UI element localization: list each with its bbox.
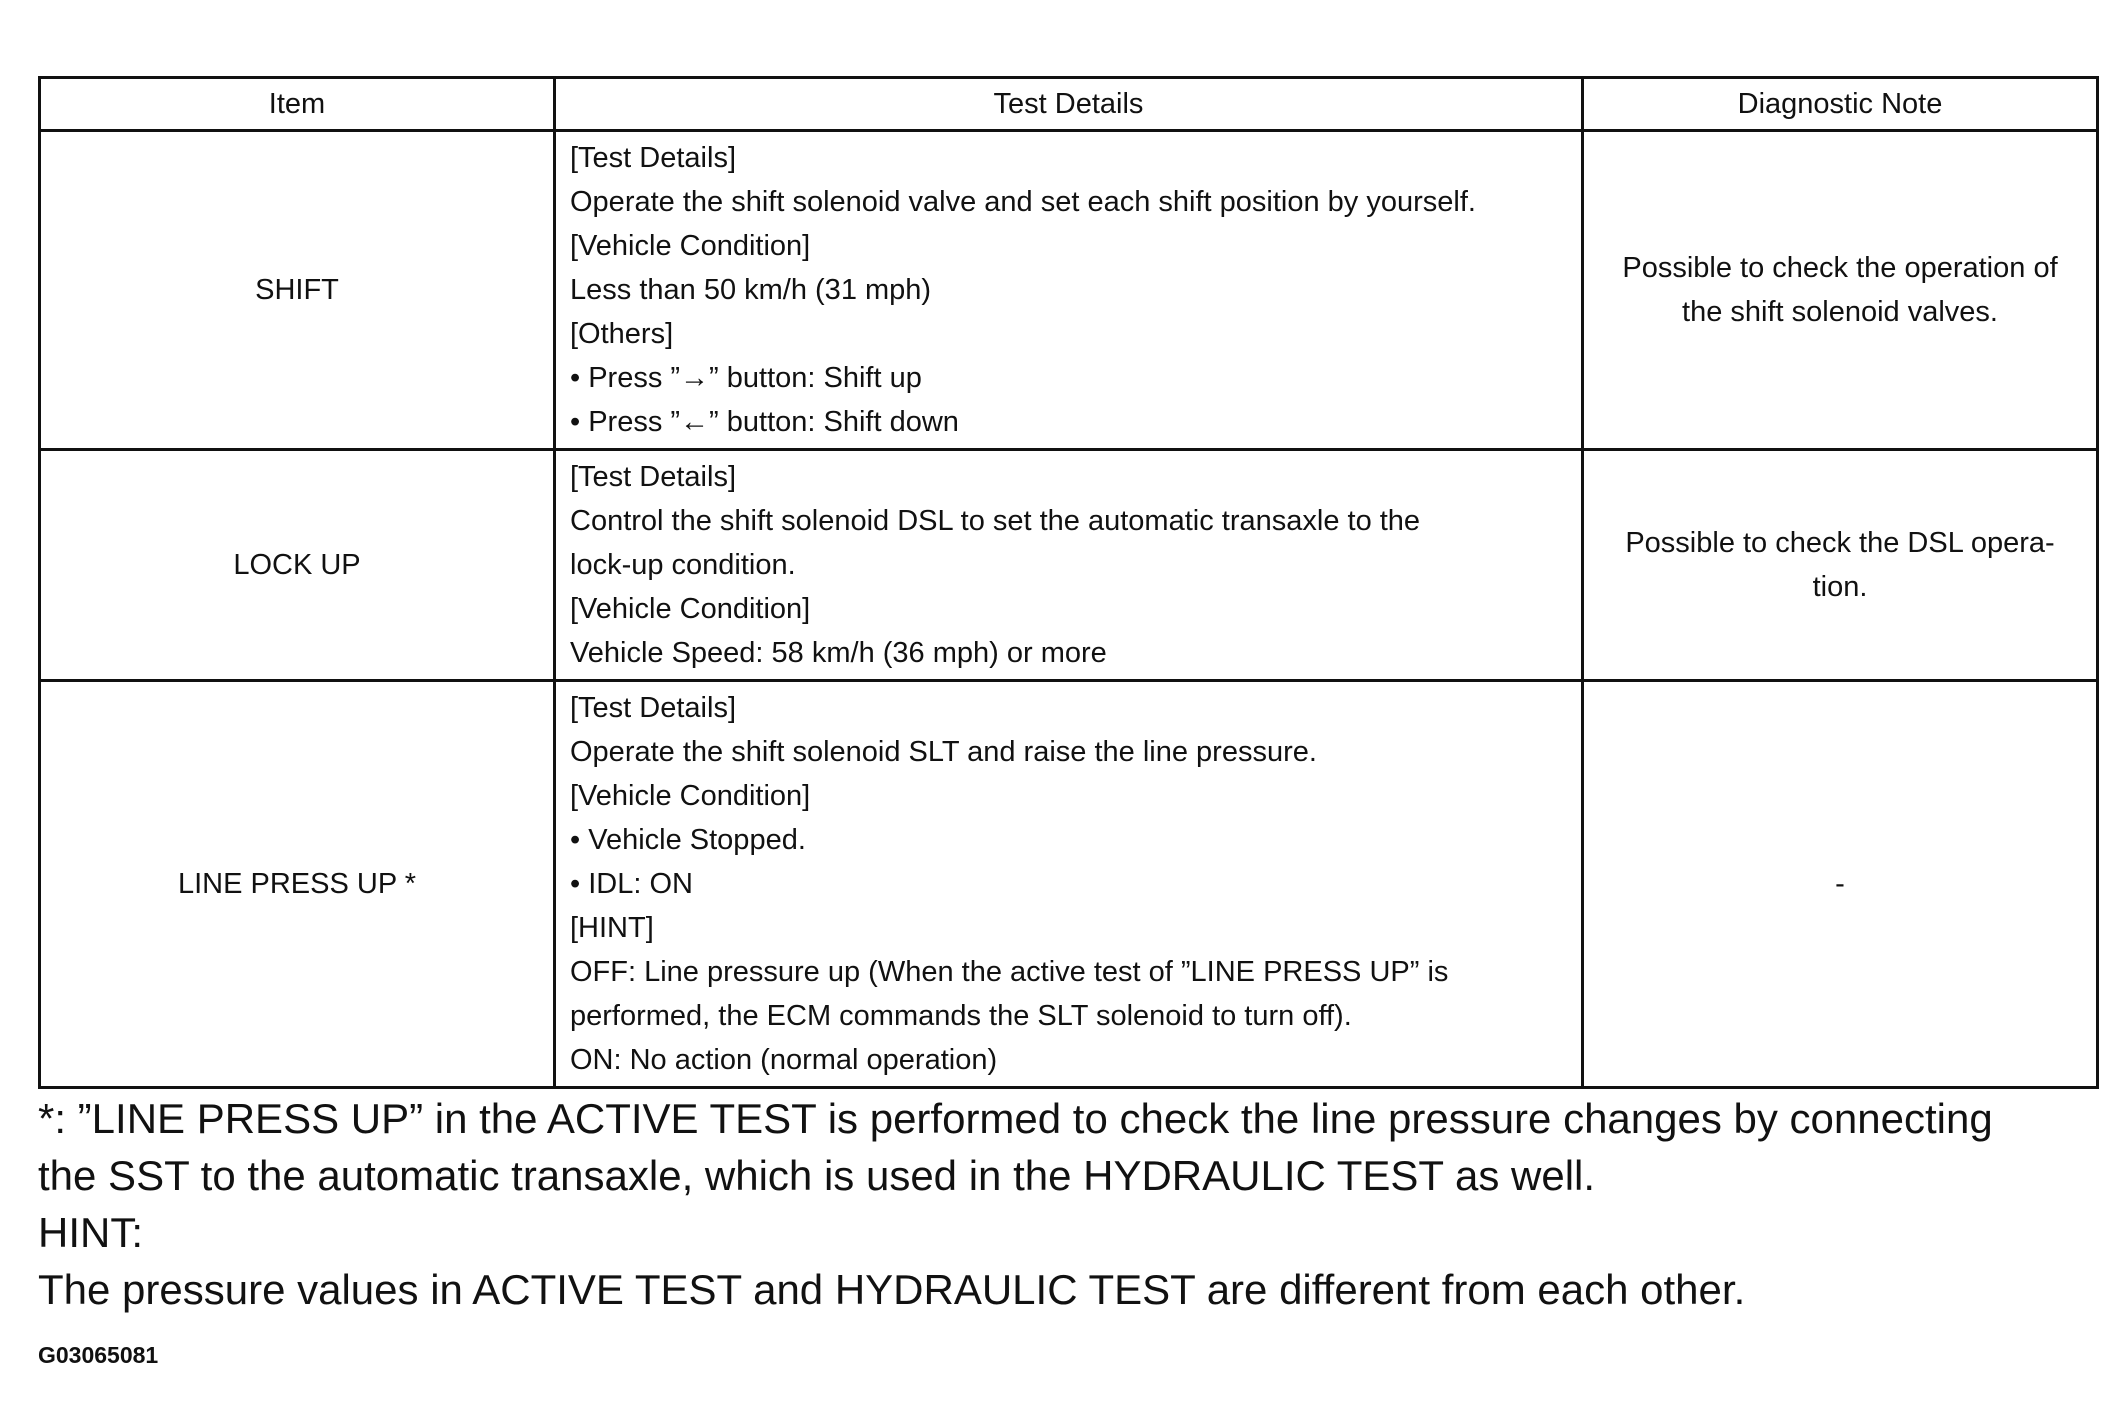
note-line: Possible to check the operation of	[1622, 252, 2058, 284]
details-line: Vehicle Speed: 58 km/h (36 mph) or more	[570, 637, 1107, 669]
details-cell	[555, 450, 1583, 681]
figure-code: G03065081	[38, 1342, 159, 1368]
table-row-line-press-up	[40, 681, 2098, 1088]
note-cell	[1583, 131, 2098, 450]
details-line: [Test Details]	[570, 142, 736, 174]
footnote-line: *: ”LINE PRESS UP” in the ACTIVE TEST is performed to check the line pressure changes by connecting	[38, 1095, 1993, 1142]
details-line: Less than 50 km/h (31 mph)	[570, 274, 932, 306]
note-line: -	[1835, 868, 1845, 900]
note-cell	[1583, 681, 2098, 1088]
details-line: [Test Details]	[570, 692, 736, 724]
details-line: Operate the shift solenoid SLT and raise the line pressure.	[570, 736, 1317, 768]
item-cell: LINE PRESS UP *	[40, 681, 555, 1088]
details-line: [Others]	[570, 318, 674, 350]
details-line: lock-up condition.	[570, 549, 796, 581]
note-cell	[1583, 450, 2098, 681]
details-line: [HINT]	[570, 912, 654, 944]
table-row-shift	[40, 131, 2098, 450]
header-test-details: Test Details	[555, 78, 1583, 131]
details-line: Operate the shift solenoid valve and set each shift position by yourself.	[570, 186, 1476, 218]
header-diagnostic-note: Diagnostic Note	[1583, 78, 2098, 131]
details-line: ON: No action (normal operation)	[570, 1044, 998, 1076]
details-line: [Vehicle Condition]	[570, 780, 811, 812]
hint-label: HINT:	[38, 1209, 143, 1256]
item-cell: SHIFT	[40, 131, 555, 450]
details-line: performed, the ECM commands the SLT solenoid to turn off).	[570, 1000, 1352, 1032]
details-line: • Press ”→” button: Shift up	[570, 362, 922, 394]
active-test-table	[38, 76, 2099, 1089]
table-row-lock-up	[40, 450, 2098, 681]
hint-text: The pressure values in ACTIVE TEST and HYDRAULIC TEST are different from each other.	[38, 1266, 1746, 1313]
details-cell	[555, 681, 1583, 1088]
header-row	[40, 78, 2098, 131]
details-line: [Test Details]	[570, 461, 736, 493]
details-cell	[555, 131, 1583, 450]
details-line: • Press ”←” button: Shift down	[570, 406, 959, 438]
details-line: [Vehicle Condition]	[570, 230, 811, 262]
details-line: • Vehicle Stopped.	[570, 824, 806, 856]
note-line: Possible to check the DSL opera-	[1625, 527, 2055, 559]
details-line: • IDL: ON	[570, 868, 693, 900]
details-line: Control the shift solenoid DSL to set the automatic transaxle to the	[570, 505, 1421, 537]
footnote-line: the SST to the automatic transaxle, which is used in the HYDRAULIC TEST as well.	[38, 1152, 1596, 1199]
header-item: Item	[40, 78, 555, 131]
details-line: OFF: Line pressure up (When the active test of ”LINE PRESS UP” is	[570, 956, 1449, 988]
footnote-block	[38, 1090, 2108, 1318]
details-line: [Vehicle Condition]	[570, 593, 811, 625]
note-line: tion.	[1812, 571, 1868, 603]
item-cell: LOCK UP	[40, 450, 555, 681]
note-line: the shift solenoid valves.	[1682, 296, 1998, 328]
